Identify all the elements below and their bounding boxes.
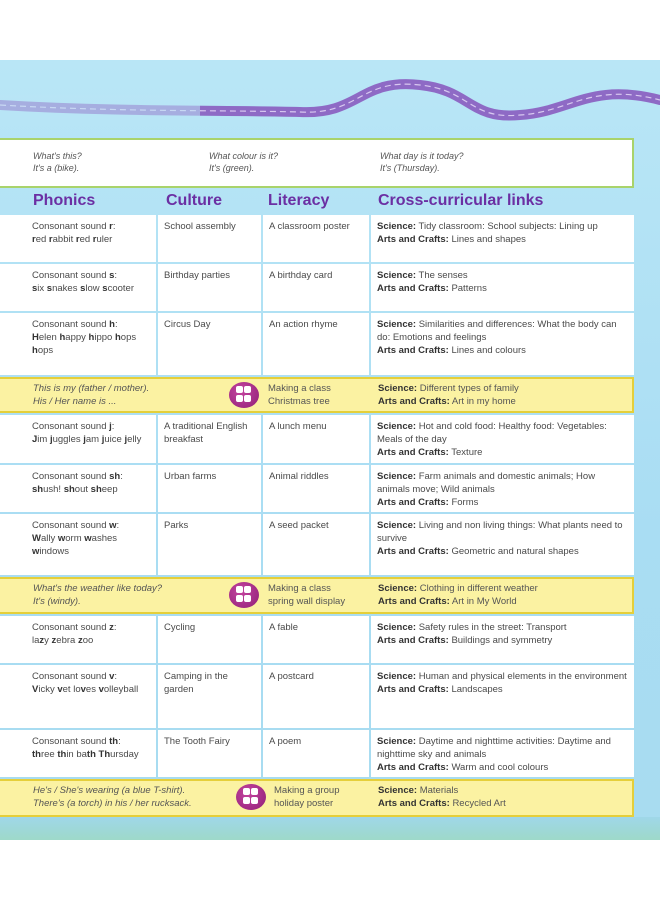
phonics-segment: es — [85, 684, 99, 695]
phonics-segment: sh — [32, 484, 44, 495]
phonics-segment: z — [39, 635, 45, 646]
page-background — [0, 60, 660, 840]
science-text: Similarities and differences: What the body can do: Emotions and feelings — [377, 319, 617, 343]
science-label: Science: — [378, 583, 418, 594]
science-label: Science: — [378, 383, 418, 394]
phonics-cell — [0, 313, 156, 375]
phonics-segment: ix — [37, 283, 47, 294]
table-row — [0, 415, 634, 463]
table-row — [0, 264, 634, 311]
science-label: Science: — [377, 736, 417, 747]
table-row — [0, 215, 634, 262]
arts-link — [377, 634, 630, 647]
phonics-segment: Consonant sound — [32, 622, 110, 633]
phonics-cell — [0, 514, 156, 575]
header-cross-curricular: Cross-curricular links — [378, 192, 544, 209]
phonics-segment: r — [75, 234, 80, 245]
phonics-segment: icky — [38, 684, 58, 695]
phonics-segment: Th — [98, 749, 111, 760]
phonics-cell — [0, 616, 156, 663]
science-text: Materials — [419, 785, 459, 796]
header-literacy: Literacy — [268, 192, 330, 209]
table-row — [0, 514, 634, 575]
phonics-segment: V — [32, 684, 39, 695]
science-text: Human and physical elements in the environment — [418, 671, 627, 682]
phonics-segment: h — [114, 332, 121, 343]
phonics-segment: ops — [37, 345, 54, 356]
arts-link — [377, 233, 630, 246]
group-project-icon — [236, 784, 266, 810]
phonics-segment: h — [109, 319, 115, 330]
phonics-segment: low — [85, 283, 103, 294]
science-link — [378, 382, 519, 395]
phonics-segment: nakes — [52, 283, 81, 294]
literacy-cell: A lunch menu — [263, 415, 369, 463]
phonics-segment: W — [32, 533, 41, 544]
literacy-cell: A classroom poster — [263, 215, 369, 262]
arts-text: Lines and shapes — [451, 234, 526, 245]
phonics-segment: th — [57, 749, 67, 760]
culture-cell: Circus Day — [158, 313, 261, 375]
phonics-segment: uice — [104, 434, 125, 445]
science-link — [377, 670, 630, 683]
cross-curricular-cell — [371, 730, 634, 777]
phonics-cell — [0, 730, 156, 777]
science-text: Different types of family — [419, 383, 519, 394]
phonics-segment: ed — [79, 234, 93, 245]
phonics-segment: ops — [120, 332, 137, 343]
phonics-segment: h — [32, 345, 38, 356]
science-link — [377, 420, 630, 446]
phonics-segment: s — [109, 270, 115, 281]
arts-link — [377, 344, 630, 357]
science-link — [378, 784, 506, 797]
review-language: He's / She's wearing (a blue T-shirt). There's (a torch) in his / her rucksack. — [33, 785, 192, 809]
arts-label: Arts and Crafts: — [377, 283, 449, 294]
phonics-segment: orm — [65, 533, 85, 544]
phonics-segment: ippo — [94, 332, 115, 343]
phonics-segment: cooter — [107, 283, 134, 294]
header-phonics: Phonics — [33, 192, 96, 209]
science-text: Living and non living things: What plants need to survive — [377, 520, 623, 544]
phonics-segment: r — [32, 234, 36, 245]
phonics-segment: am — [85, 434, 102, 445]
project-text: Making a class Christmas tree — [268, 383, 331, 407]
cross-curricular-cell — [371, 514, 634, 575]
phonics-segment: Consonant sound — [32, 319, 110, 330]
phonics-segment: sh — [90, 484, 102, 495]
phonics-segment: v — [57, 684, 63, 695]
phonics-segment: w — [57, 533, 66, 544]
arts-label: Arts and Crafts: — [377, 684, 449, 695]
phonics-segment: j — [109, 421, 112, 432]
phonics-segment: im — [37, 434, 50, 445]
arts-label: Arts and Crafts: — [378, 596, 450, 607]
science-link — [377, 220, 630, 233]
phonics-segment: : — [114, 671, 118, 682]
language-item — [380, 150, 464, 174]
language-item — [209, 150, 278, 174]
arts-label: Arts and Crafts: — [378, 798, 450, 809]
phonics-segment: s — [46, 283, 53, 294]
science-text: Clothing in different weather — [419, 583, 538, 594]
phonics-segment: ebra — [56, 635, 78, 646]
phonics-segment: j — [101, 434, 105, 445]
phonics-segment: s — [32, 283, 38, 294]
phonics-segment: : — [112, 221, 116, 232]
phonics-segment: et lo — [62, 684, 81, 695]
phonics-segment: th — [86, 749, 96, 760]
arts-text: Art in my home — [451, 396, 516, 407]
language-answer: It's (Thursday). — [380, 163, 440, 173]
arts-text: Recycled Art — [452, 798, 506, 809]
science-label: Science: — [377, 671, 417, 682]
arts-link — [377, 545, 630, 558]
bottom-band — [0, 817, 660, 840]
phonics-segment: oo — [82, 635, 94, 646]
phonics-cell — [0, 665, 156, 728]
phonics-segment: z — [77, 635, 83, 646]
phonics-segment: j — [124, 434, 128, 445]
phonics-segment: v — [98, 684, 104, 695]
phonics-segment: j — [49, 434, 53, 445]
culture-cell: Parks — [158, 514, 261, 575]
literacy-cell: A birthday card — [263, 264, 369, 311]
phonics-segment: Consonant sound — [32, 736, 110, 747]
science-label: Science: — [377, 319, 417, 330]
phonics-segment: : — [118, 736, 121, 747]
science-text: Safety rules in the street: Transport — [418, 622, 567, 633]
phonics-segment: ush! — [43, 484, 64, 495]
science-link — [377, 735, 630, 761]
phonics-segment: Consonant sound — [32, 471, 110, 482]
science-label: Science: — [377, 221, 417, 232]
phonics-segment: : — [113, 622, 117, 633]
literacy-cell: A fable — [263, 616, 369, 663]
culture-cell: Cycling — [158, 616, 261, 663]
phonics-segment: Consonant sound — [32, 520, 110, 531]
science-link — [377, 621, 630, 634]
arts-text: Geometric and natural shapes — [451, 546, 579, 557]
phonics-segment: sh — [63, 484, 75, 495]
phonics-segment: J — [32, 434, 38, 445]
phonics-segment: s — [102, 283, 108, 294]
phonics-segment: uler — [96, 234, 113, 245]
phonics-cell — [0, 465, 156, 512]
arts-label: Arts and Crafts: — [378, 396, 450, 407]
science-text: Tidy classroom: School subjects: Lining up — [418, 221, 598, 232]
table-row — [0, 616, 634, 663]
literacy-cell: A postcard — [263, 665, 369, 728]
literacy-cell: A seed packet — [263, 514, 369, 575]
phonics-segment: z — [109, 622, 114, 633]
arts-label: Arts and Crafts: — [377, 762, 449, 773]
group-project-icon — [229, 382, 259, 408]
phonics-segment: uggles — [52, 434, 84, 445]
cross-curricular-cell — [371, 616, 634, 663]
phonics-segment: h — [59, 332, 66, 343]
project-text: Making a group holiday poster — [274, 785, 340, 809]
arts-text: Forms — [451, 497, 479, 508]
language-answer: It's a (bike). — [33, 163, 80, 173]
phonics-segment: ree — [40, 749, 58, 760]
phonics-segment: abbit — [52, 234, 76, 245]
language-answer: It's (green). — [209, 163, 255, 173]
phonics-segment: Consonant sound — [32, 671, 110, 682]
arts-label: Arts and Crafts: — [377, 447, 449, 458]
phonics-segment: v — [80, 684, 86, 695]
science-text: Farm animals and domestic animals; How animals move; Wild animals — [377, 471, 596, 495]
phonics-segment: : — [116, 520, 120, 531]
culture-cell: Camping in the garden — [158, 665, 261, 728]
phonics-segment: z — [51, 635, 57, 646]
culture-cell: School assembly — [158, 215, 261, 262]
arts-label: Arts and Crafts: — [377, 546, 449, 557]
column-headers — [0, 190, 634, 214]
phonics-segment: : — [114, 270, 118, 281]
header-culture: Culture — [166, 192, 222, 209]
phonics-segment: ashes — [91, 533, 118, 544]
culture-cell: The Tooth Fairy — [158, 730, 261, 777]
phonics-segment: eep — [101, 484, 118, 495]
language-question: What colour is it? — [209, 151, 279, 161]
arts-link — [378, 395, 519, 408]
cross-curricular-cell — [371, 465, 634, 512]
phonics-segment: Consonant sound — [32, 270, 110, 281]
arts-link — [378, 797, 506, 810]
review-row — [0, 577, 634, 614]
table-row — [0, 665, 634, 728]
science-label: Science: — [377, 622, 417, 633]
phonics-segment: v — [109, 671, 115, 682]
culture-cell: A traditional English breakfast — [158, 415, 261, 463]
table-row — [0, 465, 634, 512]
arts-link — [377, 282, 630, 295]
phonics-segment: Consonant sound — [32, 421, 110, 432]
group-project-icon — [229, 582, 259, 608]
phonics-segment: Consonant sound — [32, 221, 110, 232]
phonics-segment: : — [120, 471, 123, 482]
phonics-segment: appy — [65, 332, 89, 343]
science-label: Science: — [377, 520, 417, 531]
phonics-segment: la — [32, 635, 40, 646]
review-row — [0, 377, 634, 413]
arts-text: Warm and cool colours — [451, 762, 549, 773]
science-link — [377, 269, 630, 282]
phonics-segment: h — [88, 332, 95, 343]
phonics-segment: th — [109, 736, 119, 747]
cross-curricular-cell — [371, 665, 634, 728]
phonics-segment: elly — [127, 434, 142, 445]
culture-cell: Urban farms — [158, 465, 261, 512]
cross-curricular-cell — [371, 264, 634, 311]
phonics-segment: r — [109, 221, 113, 232]
phonics-segment: ally — [40, 533, 58, 544]
arts-text: Buildings and symmetry — [451, 635, 553, 646]
science-text: Hot and cold food: Healthy food: Vegetables: Meals of the day — [377, 421, 607, 445]
science-label: Science: — [377, 270, 417, 281]
arts-text: Lines and colours — [451, 345, 526, 356]
phonics-segment: indows — [39, 546, 69, 557]
phonics-segment: y — [44, 635, 52, 646]
arts-text: Patterns — [451, 283, 487, 294]
project-text: Making a class spring wall display — [268, 583, 346, 607]
arts-label: Arts and Crafts: — [377, 234, 449, 245]
arts-link — [378, 595, 538, 608]
phonics-segment: j — [83, 434, 86, 445]
science-link — [378, 582, 538, 595]
phonics-segment: : — [114, 319, 118, 330]
science-text: Daytime and nighttime activities: Daytime and nighttime sky and animals — [377, 736, 611, 760]
science-text: The senses — [418, 270, 468, 281]
phonics-segment: ed — [35, 234, 49, 245]
phonics-segment: in ba — [66, 749, 87, 760]
phonics-segment: H — [32, 332, 39, 343]
language-question: What day is it today? — [380, 151, 464, 161]
cross-curricular-cell — [378, 784, 506, 810]
phonics-cell — [0, 264, 156, 311]
phonics-segment: w — [32, 546, 40, 557]
cross-curricular-cell — [371, 313, 634, 375]
cross-curricular-cell — [371, 415, 634, 463]
literacy-cell: An action rhyme — [263, 313, 369, 375]
culture-cell: Birthday parties — [158, 264, 261, 311]
arts-text: Texture — [451, 447, 483, 458]
arts-label: Arts and Crafts: — [377, 497, 449, 508]
phonics-segment: w — [84, 533, 92, 544]
phonics-segment: r — [92, 234, 97, 245]
cross-curricular-cell — [378, 582, 538, 608]
review-row — [0, 779, 634, 817]
language-item — [33, 150, 82, 174]
arts-label: Arts and Crafts: — [377, 635, 449, 646]
phonics-segment: sh — [109, 471, 121, 482]
phonics-segment: ursday — [110, 749, 139, 760]
decorative-wave — [0, 60, 660, 140]
arts-link — [377, 446, 630, 459]
arts-link — [377, 761, 630, 774]
cross-curricular-cell — [378, 382, 519, 408]
science-label: Science: — [378, 785, 418, 796]
arts-text: Landscapes — [451, 684, 503, 695]
phonics-segment: w — [109, 520, 117, 531]
table-row — [0, 313, 634, 375]
cross-curricular-cell — [371, 215, 634, 262]
phonics-segment: elen — [38, 332, 60, 343]
review-language: What's the weather like today? It's (windy). — [33, 583, 163, 607]
science-label: Science: — [377, 421, 417, 432]
phonics-segment: out — [74, 484, 91, 495]
table-row — [0, 730, 634, 777]
science-link — [377, 318, 630, 344]
phonics-cell — [0, 415, 156, 463]
phonics-segment: olleyball — [103, 684, 139, 695]
science-label: Science: — [377, 471, 417, 482]
phonics-segment: r — [48, 234, 53, 245]
phonics-segment: s — [80, 283, 86, 294]
literacy-cell: Animal riddles — [263, 465, 369, 512]
phonics-segment: th — [32, 749, 41, 760]
language-box — [0, 138, 634, 188]
science-link — [377, 470, 630, 496]
phonics-segment: : — [111, 421, 115, 432]
arts-link — [377, 496, 630, 509]
literacy-cell: A poem — [263, 730, 369, 777]
arts-text: Art in My World — [451, 596, 517, 607]
arts-label: Arts and Crafts: — [377, 345, 449, 356]
science-link — [377, 519, 630, 545]
language-question: What's this? — [33, 151, 82, 161]
arts-link — [377, 683, 630, 696]
phonics-cell — [0, 215, 156, 262]
review-language: This is my (father / mother). His / Her name is ... — [33, 383, 150, 407]
